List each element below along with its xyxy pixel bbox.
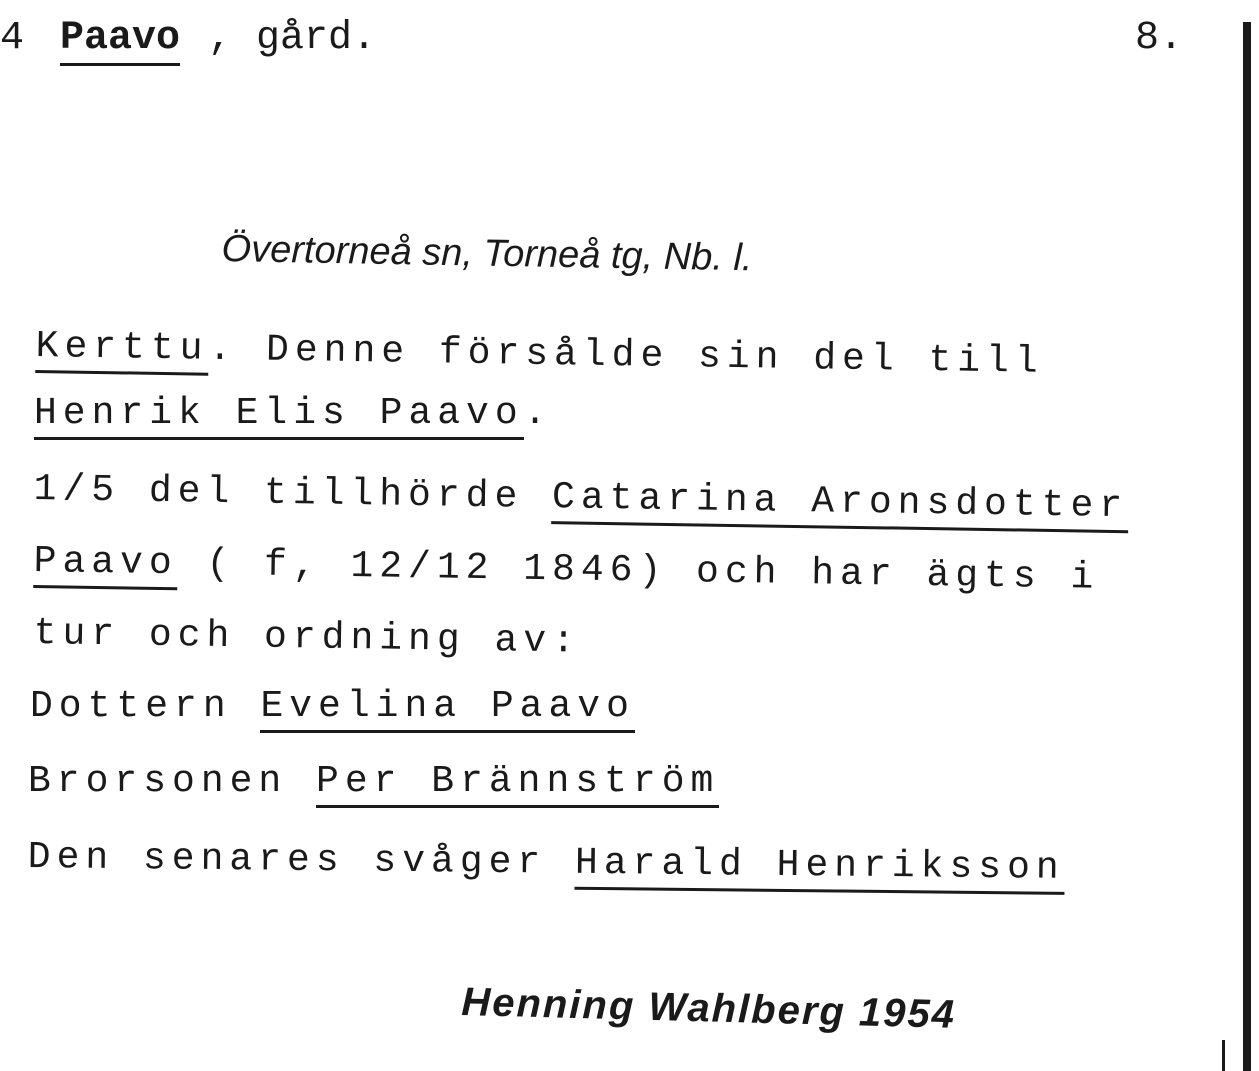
text-line-8 xyxy=(28,836,1065,890)
text-line-4 xyxy=(33,540,1099,600)
farm-name: Paavo xyxy=(60,16,180,66)
card-edge-rule-thin xyxy=(1222,1040,1225,1071)
card-edge-rule xyxy=(1243,22,1251,1071)
person-name: Henrik Elis Paavo xyxy=(34,392,524,440)
person-name: Kerttu xyxy=(35,325,209,376)
person-name: Paavo xyxy=(33,540,178,590)
text-line-6 xyxy=(30,685,635,728)
line-text: . xyxy=(523,392,553,435)
line-text: Dottern xyxy=(30,685,261,728)
line-text: tur och ordning av: xyxy=(33,612,582,664)
text-line-7 xyxy=(28,760,719,803)
parish-stamp: Övertorneå sn, Torneå tg, Nb. l. xyxy=(221,228,753,280)
author-stamp: Henning Wahlberg 1954 xyxy=(460,980,957,1037)
line-text: Brorsonen xyxy=(28,760,317,803)
farm-type: , gård. xyxy=(208,16,377,61)
text-line-2 xyxy=(34,392,552,435)
text-line-3 xyxy=(33,468,1128,528)
line-text: Den senares svåger xyxy=(27,836,576,885)
person-name: Per Brännström xyxy=(316,760,719,808)
text-line-1 xyxy=(35,325,1044,384)
card-number: 4 xyxy=(0,16,25,61)
line-text: 1/5 del tillhörde xyxy=(33,468,553,520)
page-number: 8. xyxy=(1135,16,1184,61)
person-name: Harald Henriksson xyxy=(575,842,1065,895)
person-name: Catarina Aronsdotter xyxy=(552,476,1129,533)
text-line-5 xyxy=(33,612,581,664)
line-text: ( f, 12/12 1846) och har ägts i xyxy=(177,542,1100,600)
line-text: . Denne försålde sin del till xyxy=(208,327,1045,384)
person-name: Evelina Paavo xyxy=(260,685,634,733)
